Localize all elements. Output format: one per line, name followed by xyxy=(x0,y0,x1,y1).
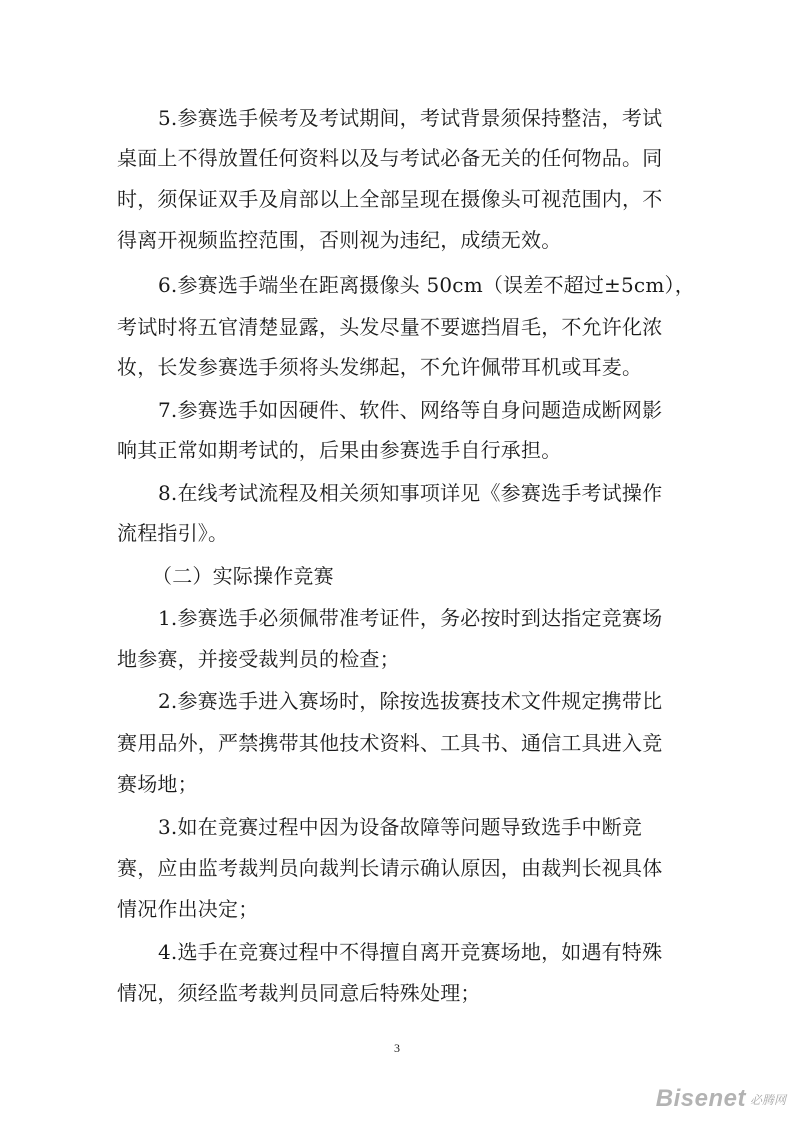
item-3-line-3: 情况作出决定； xyxy=(117,897,259,921)
item-3-line-1: 3.如在竞赛过程中因为设备故障等问题导致选手中断竞 xyxy=(158,815,643,839)
watermark-text: Bisenet xyxy=(655,1085,746,1112)
paragraph-7-line-2: 响其正常如期考试的，后果由参赛选手自行承担。 xyxy=(117,438,562,462)
item-1-line-1: 1.参赛选手必须佩带准考证件，务必按时到达指定竞赛场 xyxy=(158,606,663,630)
page-number: 3 xyxy=(394,1041,400,1055)
paragraph-6-line-1: 6.参赛选手端坐在距离摄像头 50cm（误差不超过±5cm）， xyxy=(158,273,695,297)
paragraph-8-line-2: 流程指引》。 xyxy=(117,521,229,545)
paragraph-8-line-1: 8.在线考试流程及相关须知事项详见《参赛选手考试操作 xyxy=(158,481,663,505)
item-1-line-2: 地参赛，并接受裁判员的检查； xyxy=(117,647,400,671)
watermark-subtext: 必腾网 xyxy=(749,1092,786,1107)
paragraph-5-line-4: 得离开视频监控范围，否则视为违纪，成绩无效。 xyxy=(117,228,562,252)
item-3-line-2: 赛，应由监考裁判员向裁判长请示确认原因，由裁判长视具体 xyxy=(117,856,663,880)
item-2-line-2: 赛用品外，严禁携带其他技术资料、工具书、通信工具进入竞 xyxy=(117,731,663,755)
paragraph-6-line-3: 妆，长发参赛选手须将头发绑起，不允许佩带耳机或耳麦。 xyxy=(117,355,643,379)
paragraph-6-line-2: 考试时将五官清楚显露，头发尽量不要遮挡眉毛，不允许化浓 xyxy=(117,315,663,339)
paragraph-5-line-3: 时，须保证双手及肩部以上全部呈现在摄像头可视范围内，不 xyxy=(117,187,663,211)
item-4-line-2: 情况，须经监考裁判员同意后特殊处理； xyxy=(117,981,481,1005)
item-2-line-1: 2.参赛选手进入赛场时，除按选拔赛技术文件规定携带比 xyxy=(158,689,663,713)
section-heading: （二）实际操作竞赛 xyxy=(152,564,334,588)
paragraph-5-line-1: 5.参赛选手候考及考试期间，考试背景须保持整洁，考试 xyxy=(158,106,663,130)
paragraph-5-line-2: 桌面上不得放置任何资料以及与考试必备无关的任何物品。同 xyxy=(117,146,663,170)
item-2-line-3: 赛场地； xyxy=(117,772,198,796)
paragraph-7-line-1: 7.参赛选手如因硬件、软件、网络等自身问题造成断网影 xyxy=(158,398,663,422)
item-4-line-1: 4.选手在竞赛过程中不得擅自离开竞赛场地，如遇有特殊 xyxy=(158,940,663,964)
watermark-logo xyxy=(656,1084,786,1114)
